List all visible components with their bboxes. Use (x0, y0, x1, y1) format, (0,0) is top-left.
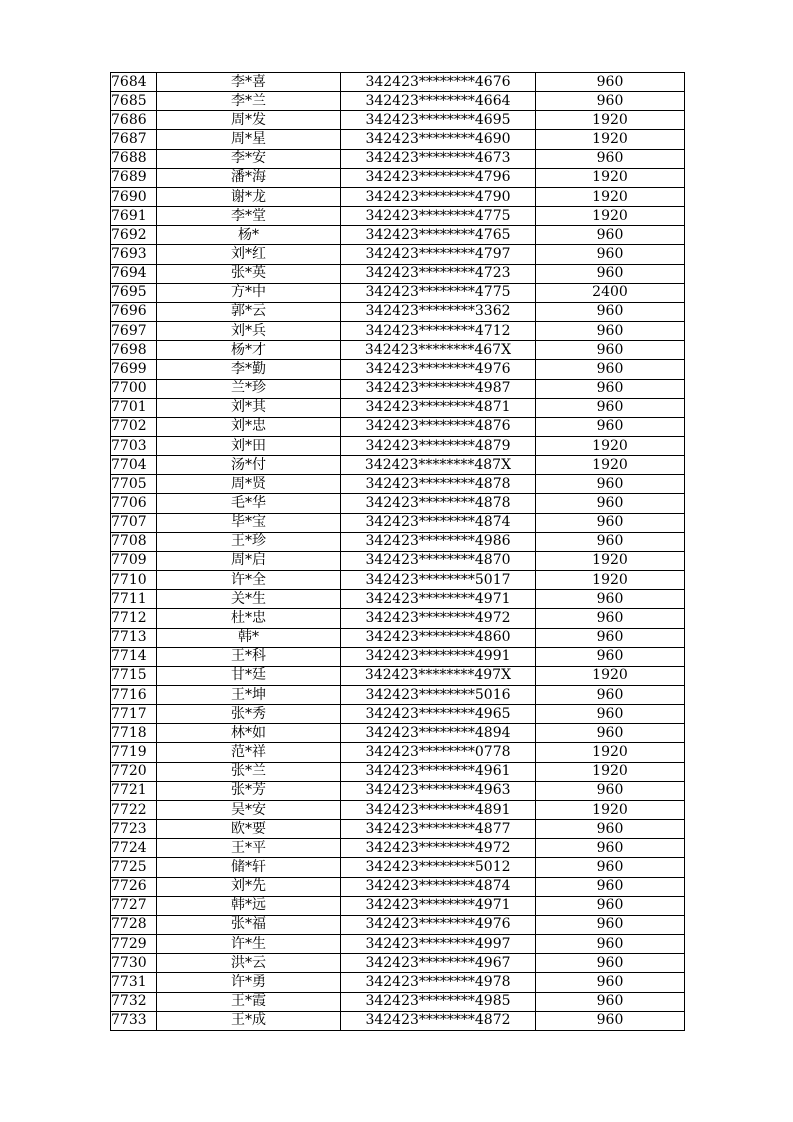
amount-cell: 960 (536, 226, 685, 245)
name-cell: 范*祥 (157, 743, 341, 762)
id-number-cell: 342423********4874 (341, 513, 536, 532)
row-number-cell: 7730 (111, 954, 157, 973)
id-number-cell: 342423********4664 (341, 92, 536, 111)
amount-cell: 960 (536, 954, 685, 973)
table-row (111, 264, 685, 283)
row-number-cell: 7707 (111, 513, 157, 532)
row-number-cell: 7689 (111, 168, 157, 187)
name-cell: 刘*其 (157, 398, 341, 417)
id-number-cell: 342423********4723 (341, 264, 536, 283)
name-cell: 王*成 (157, 1011, 341, 1030)
amount-cell: 960 (536, 1011, 685, 1030)
amount-cell: 960 (536, 245, 685, 264)
table-row (111, 820, 685, 839)
table-row (111, 915, 685, 934)
row-number-cell: 7705 (111, 475, 157, 494)
name-cell: 关*生 (157, 590, 341, 609)
row-number-cell: 7710 (111, 571, 157, 590)
table-row (111, 877, 685, 896)
row-number-cell: 7695 (111, 283, 157, 302)
amount-cell: 960 (536, 341, 685, 360)
row-number-cell: 7694 (111, 264, 157, 283)
row-number-cell: 7718 (111, 724, 157, 743)
row-number-cell: 7688 (111, 149, 157, 168)
table-row (111, 149, 685, 168)
amount-cell: 1920 (536, 743, 685, 762)
row-number-cell: 7731 (111, 973, 157, 992)
row-number-cell: 7696 (111, 302, 157, 321)
amount-cell: 1920 (536, 130, 685, 149)
name-cell: 储*轩 (157, 858, 341, 877)
amount-cell: 1920 (536, 571, 685, 590)
id-number-cell: 342423********0778 (341, 743, 536, 762)
id-number-cell: 342423********4878 (341, 494, 536, 513)
table-row (111, 896, 685, 915)
amount-cell: 960 (536, 609, 685, 628)
id-number-cell: 342423********4997 (341, 935, 536, 954)
amount-cell: 960 (536, 398, 685, 417)
amount-cell: 960 (536, 973, 685, 992)
table-row (111, 168, 685, 187)
row-number-cell: 7712 (111, 609, 157, 628)
name-cell: 周*启 (157, 551, 341, 570)
amount-cell: 960 (536, 73, 685, 92)
id-number-cell: 342423********4775 (341, 283, 536, 302)
id-number-cell: 342423********4874 (341, 877, 536, 896)
name-cell: 郭*云 (157, 302, 341, 321)
name-cell: 王*坤 (157, 686, 341, 705)
table-row (111, 839, 685, 858)
row-number-cell: 7727 (111, 896, 157, 915)
table-row (111, 724, 685, 743)
row-number-cell: 7717 (111, 705, 157, 724)
row-number-cell: 7693 (111, 245, 157, 264)
table-row (111, 207, 685, 226)
amount-cell: 1920 (536, 187, 685, 206)
amount-cell: 960 (536, 724, 685, 743)
id-number-cell: 342423********5012 (341, 858, 536, 877)
name-cell: 李*堂 (157, 207, 341, 226)
id-number-cell: 342423********4712 (341, 322, 536, 341)
row-number-cell: 7714 (111, 647, 157, 666)
table-row (111, 628, 685, 647)
table-row (111, 992, 685, 1011)
row-number-cell: 7701 (111, 398, 157, 417)
amount-cell: 960 (536, 360, 685, 379)
row-number-cell: 7700 (111, 379, 157, 398)
id-number-cell: 342423********4879 (341, 436, 536, 455)
id-number-cell: 342423********4872 (341, 1011, 536, 1030)
row-number-cell: 7702 (111, 417, 157, 436)
roster-table-body (111, 73, 685, 1031)
row-number-cell: 7699 (111, 360, 157, 379)
id-number-cell: 342423********4673 (341, 149, 536, 168)
table-row (111, 743, 685, 762)
row-number-cell: 7725 (111, 858, 157, 877)
table-row (111, 705, 685, 724)
table-row (111, 762, 685, 781)
id-number-cell: 342423********4878 (341, 475, 536, 494)
row-number-cell: 7724 (111, 839, 157, 858)
amount-cell: 2400 (536, 283, 685, 302)
amount-cell: 1920 (536, 168, 685, 187)
name-cell: 周*星 (157, 130, 341, 149)
table-row (111, 551, 685, 570)
table-row (111, 130, 685, 149)
row-number-cell: 7684 (111, 73, 157, 92)
name-cell: 李*兰 (157, 92, 341, 111)
amount-cell: 960 (536, 513, 685, 532)
id-number-cell: 342423********3362 (341, 302, 536, 321)
name-cell: 刘*忠 (157, 417, 341, 436)
amount-cell: 960 (536, 92, 685, 111)
id-number-cell: 342423********4971 (341, 590, 536, 609)
id-number-cell: 342423********4972 (341, 609, 536, 628)
name-cell: 刘*先 (157, 877, 341, 896)
id-number-cell: 342423********4894 (341, 724, 536, 743)
name-cell: 汤*付 (157, 456, 341, 475)
table-row (111, 245, 685, 264)
row-number-cell: 7686 (111, 111, 157, 130)
id-number-cell: 342423********4985 (341, 992, 536, 1011)
amount-cell: 960 (536, 896, 685, 915)
id-number-cell: 342423********4796 (341, 168, 536, 187)
name-cell: 谢*龙 (157, 187, 341, 206)
amount-cell: 960 (536, 915, 685, 934)
table-row (111, 954, 685, 973)
amount-cell: 960 (536, 705, 685, 724)
amount-cell: 960 (536, 379, 685, 398)
id-number-cell: 342423********4961 (341, 762, 536, 781)
amount-cell: 960 (536, 590, 685, 609)
name-cell: 刘*红 (157, 245, 341, 264)
row-number-cell: 7720 (111, 762, 157, 781)
amount-cell: 960 (536, 494, 685, 513)
id-number-cell: 342423********4976 (341, 360, 536, 379)
amount-cell: 1920 (536, 111, 685, 130)
table-row (111, 1011, 685, 1030)
table-row (111, 494, 685, 513)
row-number-cell: 7706 (111, 494, 157, 513)
amount-cell: 960 (536, 302, 685, 321)
table-row (111, 513, 685, 532)
name-cell: 李*勤 (157, 360, 341, 379)
row-number-cell: 7709 (111, 551, 157, 570)
id-number-cell: 342423********4797 (341, 245, 536, 264)
amount-cell: 960 (536, 322, 685, 341)
id-number-cell: 342423********4871 (341, 398, 536, 417)
name-cell: 韩* (157, 628, 341, 647)
row-number-cell: 7715 (111, 666, 157, 685)
row-number-cell: 7732 (111, 992, 157, 1011)
table-row (111, 647, 685, 666)
amount-cell: 1920 (536, 456, 685, 475)
table-row (111, 92, 685, 111)
id-number-cell: 342423********4978 (341, 973, 536, 992)
table-row (111, 398, 685, 417)
row-number-cell: 7719 (111, 743, 157, 762)
name-cell: 张*福 (157, 915, 341, 934)
amount-cell: 960 (536, 839, 685, 858)
id-number-cell: 342423********4986 (341, 532, 536, 551)
amount-cell: 960 (536, 820, 685, 839)
id-number-cell: 342423********4790 (341, 187, 536, 206)
id-number-cell: 342423********4987 (341, 379, 536, 398)
row-number-cell: 7685 (111, 92, 157, 111)
table-row (111, 686, 685, 705)
name-cell: 王*珍 (157, 532, 341, 551)
table-row (111, 226, 685, 245)
table-row (111, 571, 685, 590)
id-number-cell: 342423********5017 (341, 571, 536, 590)
name-cell: 张*兰 (157, 762, 341, 781)
table-row (111, 302, 685, 321)
table-row (111, 781, 685, 800)
table-row (111, 858, 685, 877)
name-cell: 李*安 (157, 149, 341, 168)
table-row (111, 666, 685, 685)
name-cell: 毕*宝 (157, 513, 341, 532)
table-row (111, 187, 685, 206)
name-cell: 许*生 (157, 935, 341, 954)
name-cell: 杜*忠 (157, 609, 341, 628)
row-number-cell: 7716 (111, 686, 157, 705)
amount-cell: 960 (536, 858, 685, 877)
id-number-cell: 342423********4695 (341, 111, 536, 130)
row-number-cell: 7711 (111, 590, 157, 609)
name-cell: 王*霞 (157, 992, 341, 1011)
row-number-cell: 7697 (111, 322, 157, 341)
table-row (111, 590, 685, 609)
row-number-cell: 7692 (111, 226, 157, 245)
name-cell: 林*如 (157, 724, 341, 743)
row-number-cell: 7726 (111, 877, 157, 896)
row-number-cell: 7721 (111, 781, 157, 800)
id-number-cell: 342423********487X (341, 456, 536, 475)
amount-cell: 960 (536, 935, 685, 954)
name-cell: 刘*田 (157, 436, 341, 455)
amount-cell: 1920 (536, 762, 685, 781)
amount-cell: 1920 (536, 551, 685, 570)
table-row (111, 800, 685, 819)
amount-cell: 960 (536, 475, 685, 494)
amount-cell: 960 (536, 628, 685, 647)
amount-cell: 1920 (536, 207, 685, 226)
table-row (111, 73, 685, 92)
name-cell: 刘*兵 (157, 322, 341, 341)
name-cell: 韩*远 (157, 896, 341, 915)
row-number-cell: 7708 (111, 532, 157, 551)
row-number-cell: 7733 (111, 1011, 157, 1030)
id-number-cell: 342423********4967 (341, 954, 536, 973)
row-number-cell: 7729 (111, 935, 157, 954)
row-number-cell: 7703 (111, 436, 157, 455)
amount-cell: 960 (536, 877, 685, 896)
name-cell: 毛*华 (157, 494, 341, 513)
id-number-cell: 342423********4860 (341, 628, 536, 647)
amount-cell: 1920 (536, 666, 685, 685)
id-number-cell: 342423********4775 (341, 207, 536, 226)
name-cell: 张*芳 (157, 781, 341, 800)
amount-cell: 960 (536, 149, 685, 168)
amount-cell: 960 (536, 686, 685, 705)
id-number-cell: 342423********4976 (341, 915, 536, 934)
amount-cell: 960 (536, 992, 685, 1011)
row-number-cell: 7698 (111, 341, 157, 360)
table-row (111, 436, 685, 455)
name-cell: 王*平 (157, 839, 341, 858)
table-row (111, 379, 685, 398)
name-cell: 张*英 (157, 264, 341, 283)
id-number-cell: 342423********4765 (341, 226, 536, 245)
name-cell: 李*喜 (157, 73, 341, 92)
table-row (111, 475, 685, 494)
row-number-cell: 7728 (111, 915, 157, 934)
name-cell: 兰*珍 (157, 379, 341, 398)
name-cell: 杨*才 (157, 341, 341, 360)
table-row (111, 341, 685, 360)
id-number-cell: 342423********5016 (341, 686, 536, 705)
name-cell: 潘*海 (157, 168, 341, 187)
roster-table (110, 72, 685, 1031)
table-row (111, 322, 685, 341)
amount-cell: 960 (536, 417, 685, 436)
amount-cell: 960 (536, 532, 685, 551)
name-cell: 杨* (157, 226, 341, 245)
id-number-cell: 342423********4891 (341, 800, 536, 819)
id-number-cell: 342423********4690 (341, 130, 536, 149)
name-cell: 方*中 (157, 283, 341, 302)
row-number-cell: 7704 (111, 456, 157, 475)
id-number-cell: 342423********4972 (341, 839, 536, 858)
id-number-cell: 342423********4876 (341, 417, 536, 436)
name-cell: 许*勇 (157, 973, 341, 992)
name-cell: 张*秀 (157, 705, 341, 724)
table-row (111, 283, 685, 302)
id-number-cell: 342423********4965 (341, 705, 536, 724)
id-number-cell: 342423********4971 (341, 896, 536, 915)
table-row (111, 360, 685, 379)
id-number-cell: 342423********4963 (341, 781, 536, 800)
name-cell: 周*发 (157, 111, 341, 130)
name-cell: 吴*安 (157, 800, 341, 819)
amount-cell: 960 (536, 264, 685, 283)
name-cell: 洪*云 (157, 954, 341, 973)
table-row (111, 935, 685, 954)
id-number-cell: 342423********497X (341, 666, 536, 685)
name-cell: 许*全 (157, 571, 341, 590)
row-number-cell: 7687 (111, 130, 157, 149)
id-number-cell: 342423********4676 (341, 73, 536, 92)
id-number-cell: 342423********4877 (341, 820, 536, 839)
amount-cell: 1920 (536, 436, 685, 455)
row-number-cell: 7691 (111, 207, 157, 226)
name-cell: 甘*廷 (157, 666, 341, 685)
table-row (111, 417, 685, 436)
id-number-cell: 342423********4870 (341, 551, 536, 570)
row-number-cell: 7690 (111, 187, 157, 206)
amount-cell: 1920 (536, 800, 685, 819)
amount-cell: 960 (536, 647, 685, 666)
table-row (111, 532, 685, 551)
table-row (111, 456, 685, 475)
table-row (111, 111, 685, 130)
row-number-cell: 7723 (111, 820, 157, 839)
name-cell: 王*科 (157, 647, 341, 666)
row-number-cell: 7722 (111, 800, 157, 819)
name-cell: 周*贤 (157, 475, 341, 494)
id-number-cell: 342423********467X (341, 341, 536, 360)
table-row (111, 609, 685, 628)
row-number-cell: 7713 (111, 628, 157, 647)
id-number-cell: 342423********4991 (341, 647, 536, 666)
name-cell: 欧*要 (157, 820, 341, 839)
table-row (111, 973, 685, 992)
amount-cell: 960 (536, 781, 685, 800)
